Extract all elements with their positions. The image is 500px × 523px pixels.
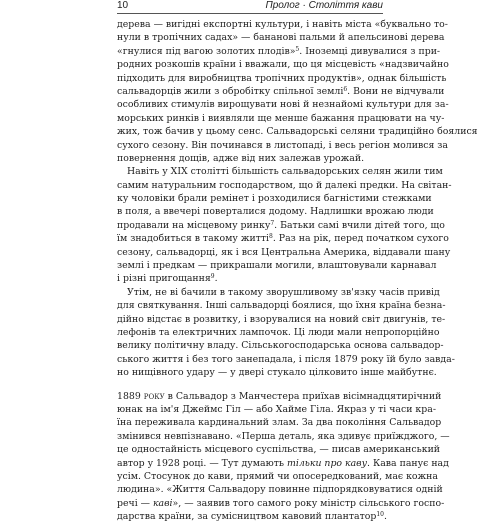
text-line xyxy=(117,125,478,138)
text-line xyxy=(117,246,451,259)
text-line xyxy=(117,497,445,510)
text-segment: особливих стимулів вирощувати нові й незнайомі культури для за- xyxy=(117,99,449,111)
text-segment: . Кава панує над xyxy=(367,457,449,469)
emphasis-text: каві xyxy=(152,497,173,509)
text-segment: і різні пригощання xyxy=(117,273,211,285)
text-line xyxy=(117,165,443,178)
text-line xyxy=(117,45,441,58)
text-segment: усім. Стосунок до кави, прямий чи опосередкований, має кожна xyxy=(117,470,438,482)
text-segment: нули в тропічних садах» — бананові пальми й апельсинові дерева xyxy=(117,32,445,44)
running-head: Пролог · Століття кави xyxy=(265,0,383,11)
text-segment: сальвадорців жили з обробітку спільної землі xyxy=(117,85,344,97)
text-segment: но нищівного удару — у двері стукало цілковито інше майбутнє. xyxy=(117,367,437,379)
footnote-ref: 8 xyxy=(269,233,273,241)
text-line xyxy=(117,313,446,326)
text-segment: продавали на місцевому ринку xyxy=(117,219,271,231)
text-line xyxy=(117,219,445,232)
text-line xyxy=(117,139,448,152)
text-segment: для святкування. Інші сальвадорці боялися, що їхня країна безна- xyxy=(117,300,446,312)
text-segment: морських ринків і виявляли ще менше бажання працювати на чу- xyxy=(117,112,445,124)
text-line xyxy=(117,58,449,71)
text-line xyxy=(117,98,449,111)
paragraph xyxy=(117,165,452,286)
text-segment: жих, тож бачив у цьому сенс. Сальвадорські селяни традиційно боялися xyxy=(117,126,478,138)
text-segment: повернення дощів, адже від них залежав урожай. xyxy=(117,152,365,164)
text-segment: . Батьки самі вчили дітей того, що xyxy=(274,219,445,231)
text-segment: людина». «Життя Сальвадору повинне підпорядковуватися одній xyxy=(117,484,443,496)
section-break xyxy=(117,380,383,390)
text-line xyxy=(117,205,434,218)
text-line xyxy=(117,339,444,352)
text-line xyxy=(117,403,436,416)
text-segment: столітті більшість сальвадорських селян жили тим xyxy=(187,166,443,178)
text-line xyxy=(117,31,445,44)
text-line xyxy=(117,299,446,312)
footnote-ref: 10 xyxy=(376,511,384,519)
text-segment: », — заявив того самого року міністр сільського госпо- xyxy=(172,497,445,509)
text-segment: родних розкошів країни і вважали, що ця місцевість «надзвичайно xyxy=(117,59,449,71)
text-segment: це одностайність місцевого суспільства, — писав американський xyxy=(117,444,441,456)
header-divider xyxy=(117,13,383,14)
text-segment: автор у 1928 році. — Тут думають xyxy=(117,457,287,469)
text-segment: юнак на ім'я Джеймс Гіл — або Хайме Гіла. Якраз у ті часи кра- xyxy=(117,403,436,415)
text-line xyxy=(117,470,438,483)
text-segment: велику політичну владу. Сільськогосподарська основа сальвадор- xyxy=(117,340,444,352)
footnote-ref: 6 xyxy=(343,85,348,93)
text-line xyxy=(117,18,448,31)
small-caps-text: 1889 року xyxy=(117,390,165,402)
text-line xyxy=(117,112,445,125)
text-line xyxy=(117,286,440,299)
footnote-ref: 5 xyxy=(295,45,300,53)
text-segment: . Раз на рік, перед початком сухого xyxy=(272,233,449,245)
text-segment: їна переживала кардинальний злам. За два покоління Сальвадор xyxy=(117,417,442,429)
page-header xyxy=(0,0,500,14)
text-segment: речі — xyxy=(117,497,153,509)
text-segment: в поля, а ввечері поверталися додому. Надлишки врожаю люди xyxy=(117,206,434,218)
text-segment: ського життя і без того занепадала, і після 1879 року їй було завда- xyxy=(117,353,455,365)
text-line xyxy=(117,390,442,403)
text-segment: землі і предкам — прикрашали могили, влаштовували карнавал xyxy=(117,260,437,272)
text-segment: дарства країни, за сумісництвом кавовий плантатор xyxy=(117,511,377,523)
text-segment: дійно відстає в розвитку, і взорувалися на новий світ двигунів, те- xyxy=(117,313,446,325)
text-segment: сезону, сальвадорці, як і вся Центральна Америка, віддавали шану xyxy=(117,246,451,258)
footnote-ref: 7 xyxy=(270,219,275,227)
text-segment: . Вони не відчували xyxy=(347,85,445,97)
text-segment: Навіть у xyxy=(127,166,171,178)
text-segment: в Сальвадор з Манчестера приїхав вісімнадцятирічний xyxy=(164,390,442,402)
text-line xyxy=(117,443,441,456)
text-line xyxy=(117,72,447,85)
page-number: 10 xyxy=(117,0,129,11)
text-line xyxy=(117,259,437,272)
text-segment: сухого сезону. Він починався в листопаді, і весь регіон молився за xyxy=(117,139,448,151)
text-line xyxy=(117,483,443,496)
small-caps-text: XIX xyxy=(170,166,188,178)
emphasis-text: тільки про каву xyxy=(286,457,368,469)
text-segment: «гнулися під вагою золотих плодів» xyxy=(117,45,296,57)
text-segment: Утім, не ві бачили в такому зворушливому зв'язку часів привід xyxy=(127,286,440,298)
text-segment: підходить для виробництва тропічних продуктів», однак більшість xyxy=(117,72,447,84)
text-line xyxy=(117,353,455,366)
paragraph xyxy=(117,18,478,165)
paragraph xyxy=(117,390,450,523)
text-segment: лефонів та електричних лампочок. Ці люди мали непропорційно xyxy=(117,326,440,338)
text-segment: . xyxy=(384,511,387,523)
text-line xyxy=(117,366,437,379)
text-segment: ку чоловіки брали ремінет і розходилися багністими стежками xyxy=(117,193,432,205)
text-segment: . xyxy=(214,273,218,285)
text-line xyxy=(117,326,440,339)
text-line xyxy=(117,272,383,285)
text-line xyxy=(117,510,387,523)
body-text xyxy=(117,18,478,523)
text-line xyxy=(117,152,383,165)
text-segment: дерева — вигідні експортні культури, і навіть міста «буквально то- xyxy=(117,19,448,30)
text-line xyxy=(117,416,442,429)
text-line xyxy=(117,430,450,443)
text-segment: самим натуральним господарством, що й далекі предки. На світан- xyxy=(117,179,452,191)
text-segment: . Іноземці дивувалися з при- xyxy=(299,45,441,57)
text-line xyxy=(117,457,449,470)
text-line xyxy=(117,179,452,192)
text-line xyxy=(117,192,432,205)
footnote-ref: 9 xyxy=(210,273,215,281)
text-line xyxy=(117,85,445,98)
text-segment: змінився невпізнавано. «Перша деталь, яка здивує приїжджого, — xyxy=(117,430,450,442)
text-segment: їм знадобиться в такому житті xyxy=(117,233,270,245)
text-line xyxy=(117,232,449,245)
paragraph xyxy=(117,286,455,380)
